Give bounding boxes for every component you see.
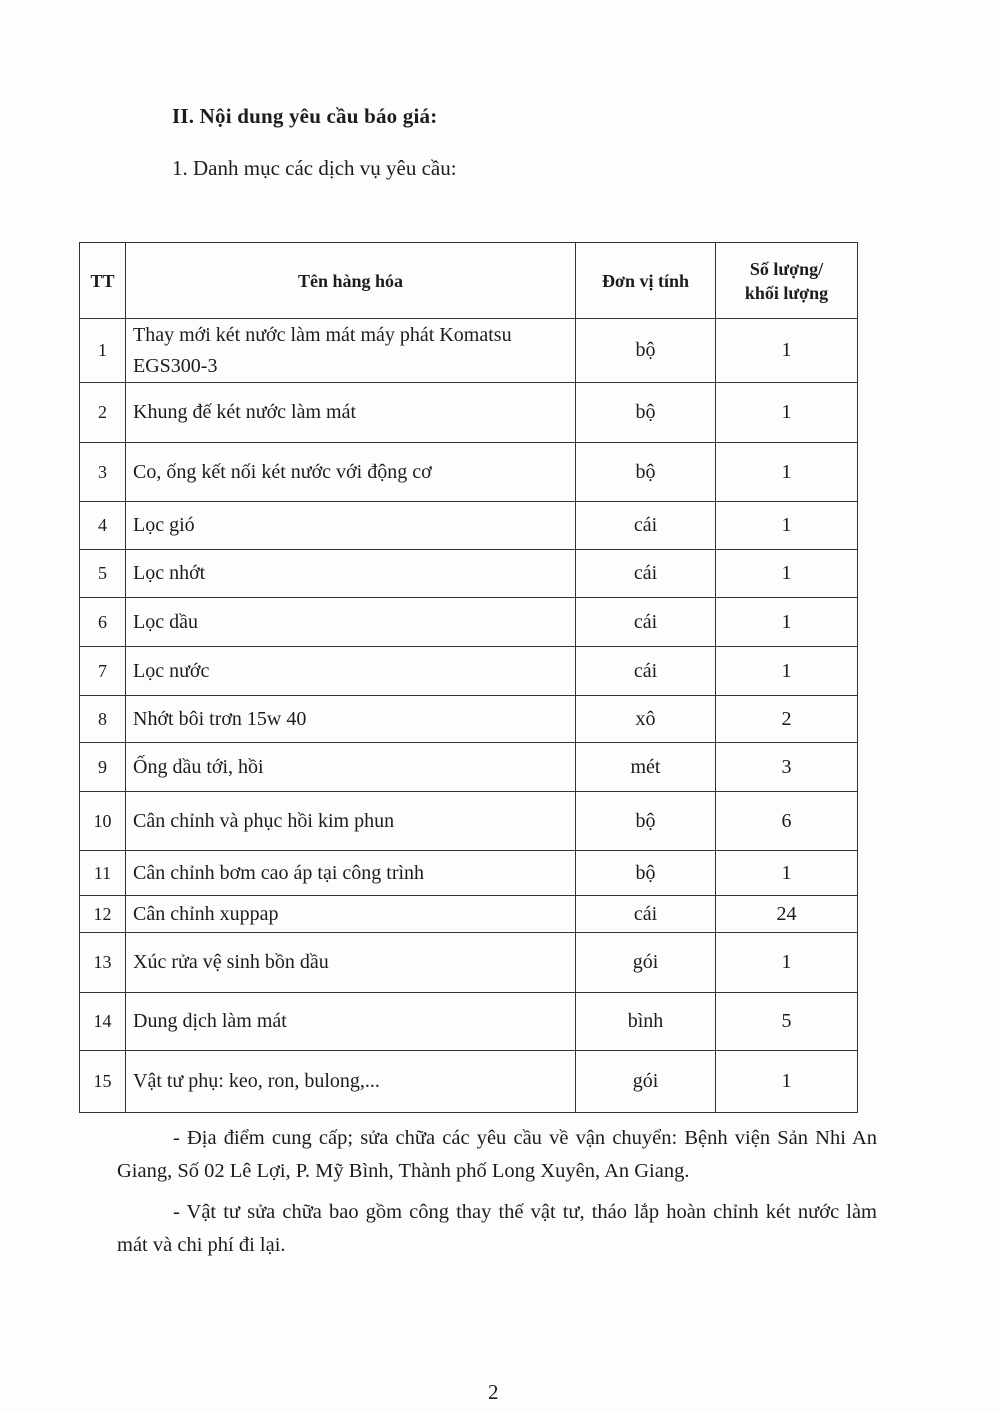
row-tt: 15 — [80, 1051, 126, 1113]
header-tt: TT — [80, 243, 126, 319]
row-qty: 3 — [716, 743, 858, 792]
table-row — [80, 696, 858, 743]
materials-note — [117, 1196, 877, 1262]
table-row — [80, 319, 858, 383]
row-unit: mét — [576, 743, 716, 792]
row-unit: cái — [576, 502, 716, 550]
table-header-row — [80, 243, 858, 319]
materials-text: - Vật tư sửa chữa bao gồm công thay thế vật tư, tháo lắp hoàn chỉnh két nước làm mát và chi phí đi lại. — [117, 1201, 877, 1256]
sub-heading: 1. Danh mục các dịch vụ yêu cầu: — [172, 156, 457, 180]
row-qty: 1 — [716, 550, 858, 598]
row-name: Lọc dầu — [126, 598, 576, 647]
services-table — [79, 242, 858, 1113]
row-name: Co, ống kết nối két nước với động cơ — [126, 443, 576, 502]
row-name: Vật tư phụ: keo, ron, bulong,... — [126, 1051, 576, 1113]
row-name: Thay mới két nước làm mát máy phát Komatsu EGS300-3 — [126, 319, 576, 383]
row-tt: 12 — [80, 896, 126, 933]
header-name: Tên hàng hóa — [126, 243, 576, 319]
header-qty — [716, 243, 858, 319]
row-qty: 2 — [716, 696, 858, 743]
table-row — [80, 598, 858, 647]
delivery-location-text: - Địa điểm cung cấp; sửa chữa các yêu cầu về vận chuyển: Bệnh viện Sản Nhi An Giang, Số 02 Lê Lợi, P. Mỹ Bình, Thành phố Long Xuyên, An Giang. — [117, 1127, 877, 1182]
row-name: Cân chỉnh và phục hồi kim phun — [126, 792, 576, 851]
table-row — [80, 851, 858, 896]
row-unit: bộ — [576, 319, 716, 383]
row-tt: 13 — [80, 933, 126, 993]
row-unit: cái — [576, 647, 716, 696]
row-qty: 1 — [716, 443, 858, 502]
row-tt: 9 — [80, 743, 126, 792]
row-name: Lọc nước — [126, 647, 576, 696]
table-row — [80, 993, 858, 1051]
table-row — [80, 743, 858, 792]
row-name: Lọc gió — [126, 502, 576, 550]
row-name: Cân chỉnh xuppap — [126, 896, 576, 933]
row-name: Lọc nhớt — [126, 550, 576, 598]
table-row — [80, 792, 858, 851]
row-unit: cái — [576, 598, 716, 647]
row-qty: 1 — [716, 319, 858, 383]
row-tt: 5 — [80, 550, 126, 598]
table-row — [80, 550, 858, 598]
row-qty: 1 — [716, 383, 858, 443]
row-unit: gói — [576, 1051, 716, 1113]
row-unit: bộ — [576, 443, 716, 502]
row-name: Xúc rửa vệ sinh bồn dầu — [126, 933, 576, 993]
row-tt: 6 — [80, 598, 126, 647]
row-name: Ống dầu tới, hồi — [126, 743, 576, 792]
row-qty: 24 — [716, 896, 858, 933]
row-qty: 1 — [716, 933, 858, 993]
table-row — [80, 383, 858, 443]
row-tt: 2 — [80, 383, 126, 443]
row-qty: 1 — [716, 647, 858, 696]
row-tt: 1 — [80, 319, 126, 383]
row-unit: bộ — [576, 792, 716, 851]
page-number: 2 — [488, 1380, 499, 1404]
header-unit: Đơn vị tính — [576, 243, 716, 319]
row-unit: xô — [576, 696, 716, 743]
row-qty: 1 — [716, 598, 858, 647]
row-name: Cân chỉnh bơm cao áp tại công trình — [126, 851, 576, 896]
row-tt: 11 — [80, 851, 126, 896]
row-qty: 1 — [716, 851, 858, 896]
row-unit: bộ — [576, 383, 716, 443]
row-qty: 1 — [716, 502, 858, 550]
row-tt: 3 — [80, 443, 126, 502]
table-row — [80, 1051, 858, 1113]
table-row — [80, 443, 858, 502]
services-table-wrapper — [79, 242, 857, 1113]
row-unit: cái — [576, 896, 716, 933]
row-tt: 8 — [80, 696, 126, 743]
table-row — [80, 896, 858, 933]
row-name: Khung đế két nước làm mát — [126, 383, 576, 443]
row-qty: 1 — [716, 1051, 858, 1113]
section-heading: II. Nội dung yêu cầu báo giá: — [172, 104, 438, 128]
header-qty-line1: Số lượng/ — [749, 258, 824, 279]
row-unit: cái — [576, 550, 716, 598]
row-unit: bộ — [576, 851, 716, 896]
delivery-location-note — [117, 1122, 877, 1188]
row-unit: gói — [576, 933, 716, 993]
row-name: Dung dịch làm mát — [126, 993, 576, 1051]
row-tt: 14 — [80, 993, 126, 1051]
row-tt: 7 — [80, 647, 126, 696]
row-tt: 10 — [80, 792, 126, 851]
table-row — [80, 933, 858, 993]
row-tt: 4 — [80, 502, 126, 550]
row-qty: 5 — [716, 993, 858, 1051]
row-qty: 6 — [716, 792, 858, 851]
row-name: Nhớt bôi trơn 15w 40 — [126, 696, 576, 743]
row-unit: bình — [576, 993, 716, 1051]
table-row — [80, 647, 858, 696]
table-row — [80, 502, 858, 550]
header-qty-line2: khối lượng — [744, 282, 829, 303]
